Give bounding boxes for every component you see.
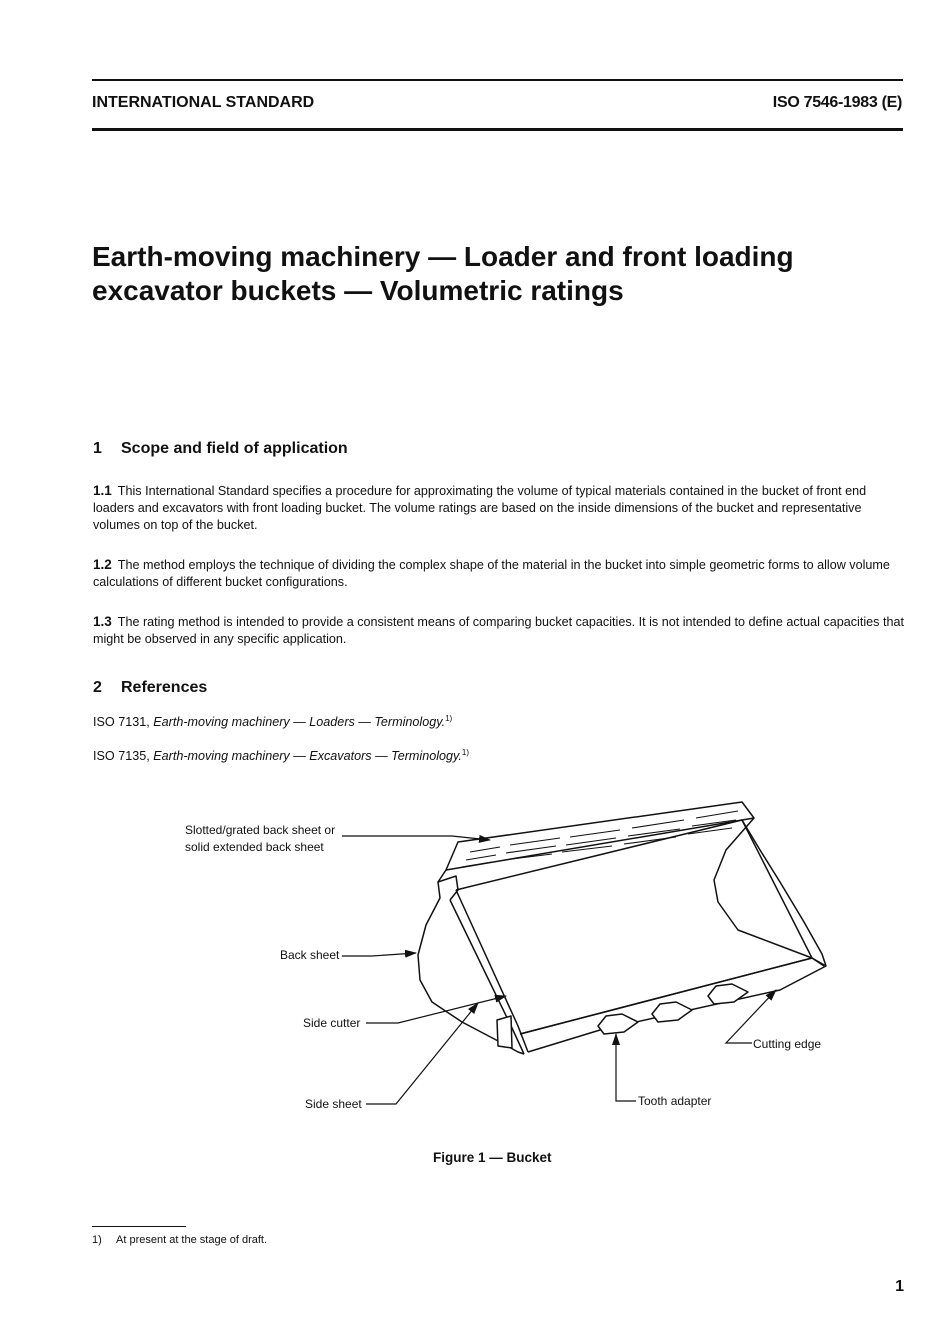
footnote-mark: 1) [92,1234,102,1246]
right-side-sheet [714,818,824,966]
document-title [92,240,892,308]
section-2-heading [93,679,207,697]
tooth-adapter-2 [652,1002,692,1022]
paragraph-1-1 [93,482,906,534]
section-1-title: Scope and field of application [121,440,348,457]
paragraph-1-3 [93,613,906,648]
section-2-number: 2 [93,679,102,696]
paragraph-number: 1.3 [93,614,112,629]
paragraph-text: The method employs the technique of dividing the complex shape of the material in the bucket into simple geometric forms to allow volume calculations of different bucket configurations. [93,558,890,589]
label-grated-back-sheet-1: Slotted/grated back sheet or [185,823,336,837]
reference-title: Earth-moving machinery — Loaders — Terminology. [153,715,446,730]
header-standard-type: INTERNATIONAL STANDARD [92,94,315,111]
figure-caption: Figure 1 — Bucket [433,1150,552,1165]
leader-lines [342,836,776,1104]
label-back-sheet: Back sheet [280,948,340,962]
title-line-1: Earth-moving machinery — Loader and front loading [92,241,794,272]
paragraph-1-2 [93,556,906,591]
title-line-2: excavator buckets — Volumetric ratings [92,275,624,306]
label-grated-back-sheet-2: solid extended back sheet [185,840,324,854]
bucket-figure [0,790,950,1130]
footnote-ref: 1) [461,748,470,757]
side-cutter-part [450,900,524,1054]
tooth-adapter-3 [708,984,748,1004]
label-tooth-adapter: Tooth adapter [638,1094,712,1108]
footnote [92,1234,267,1246]
reference-iso-7131 [93,714,452,729]
footnote-text: At present at the stage of draft. [116,1234,268,1246]
paragraph-number: 1.2 [93,557,112,572]
paragraph-number: 1.1 [93,483,112,498]
reference-code: ISO 7135, [93,749,150,764]
reference-title: Earth-moving machinery — Excavators — Terminology. [153,749,462,764]
footnote-ref: 1) [445,714,453,723]
paragraph-text: This International Standard specifies a procedure for approximating the volume of typical materials contained in the bucket of front end loaders and excavators with front loading bucket. The volume ratings are based on the inside dimensions of the bucket and representative volumes on top of the bucket. [93,484,867,532]
label-side-sheet: Side sheet [305,1097,362,1111]
reference-code: ISO 7131, [93,715,150,730]
footnote-rule [92,1226,186,1227]
grated-back-sheet [446,802,754,870]
bucket-drawing [418,802,826,1054]
section-2-title: References [121,679,208,696]
page-number: 1 [895,1278,904,1295]
section-1-heading [93,440,348,458]
tooth-adapter-1 [598,1014,638,1034]
header-standard-number: ISO 7546-1983 (E) [772,94,902,111]
header-rule-top [92,79,903,81]
header-rule-bottom [92,128,903,131]
section-1-number: 1 [93,440,102,457]
reference-iso-7135 [93,748,469,763]
paragraph-text: The rating method is intended to provide a consistent means of comparing bucket capacities. It is not intended to define actual capacities that might be observed in any specific application. [93,615,904,646]
label-side-cutter: Side cutter [303,1016,361,1030]
label-cutting-edge: Cutting edge [753,1037,822,1051]
